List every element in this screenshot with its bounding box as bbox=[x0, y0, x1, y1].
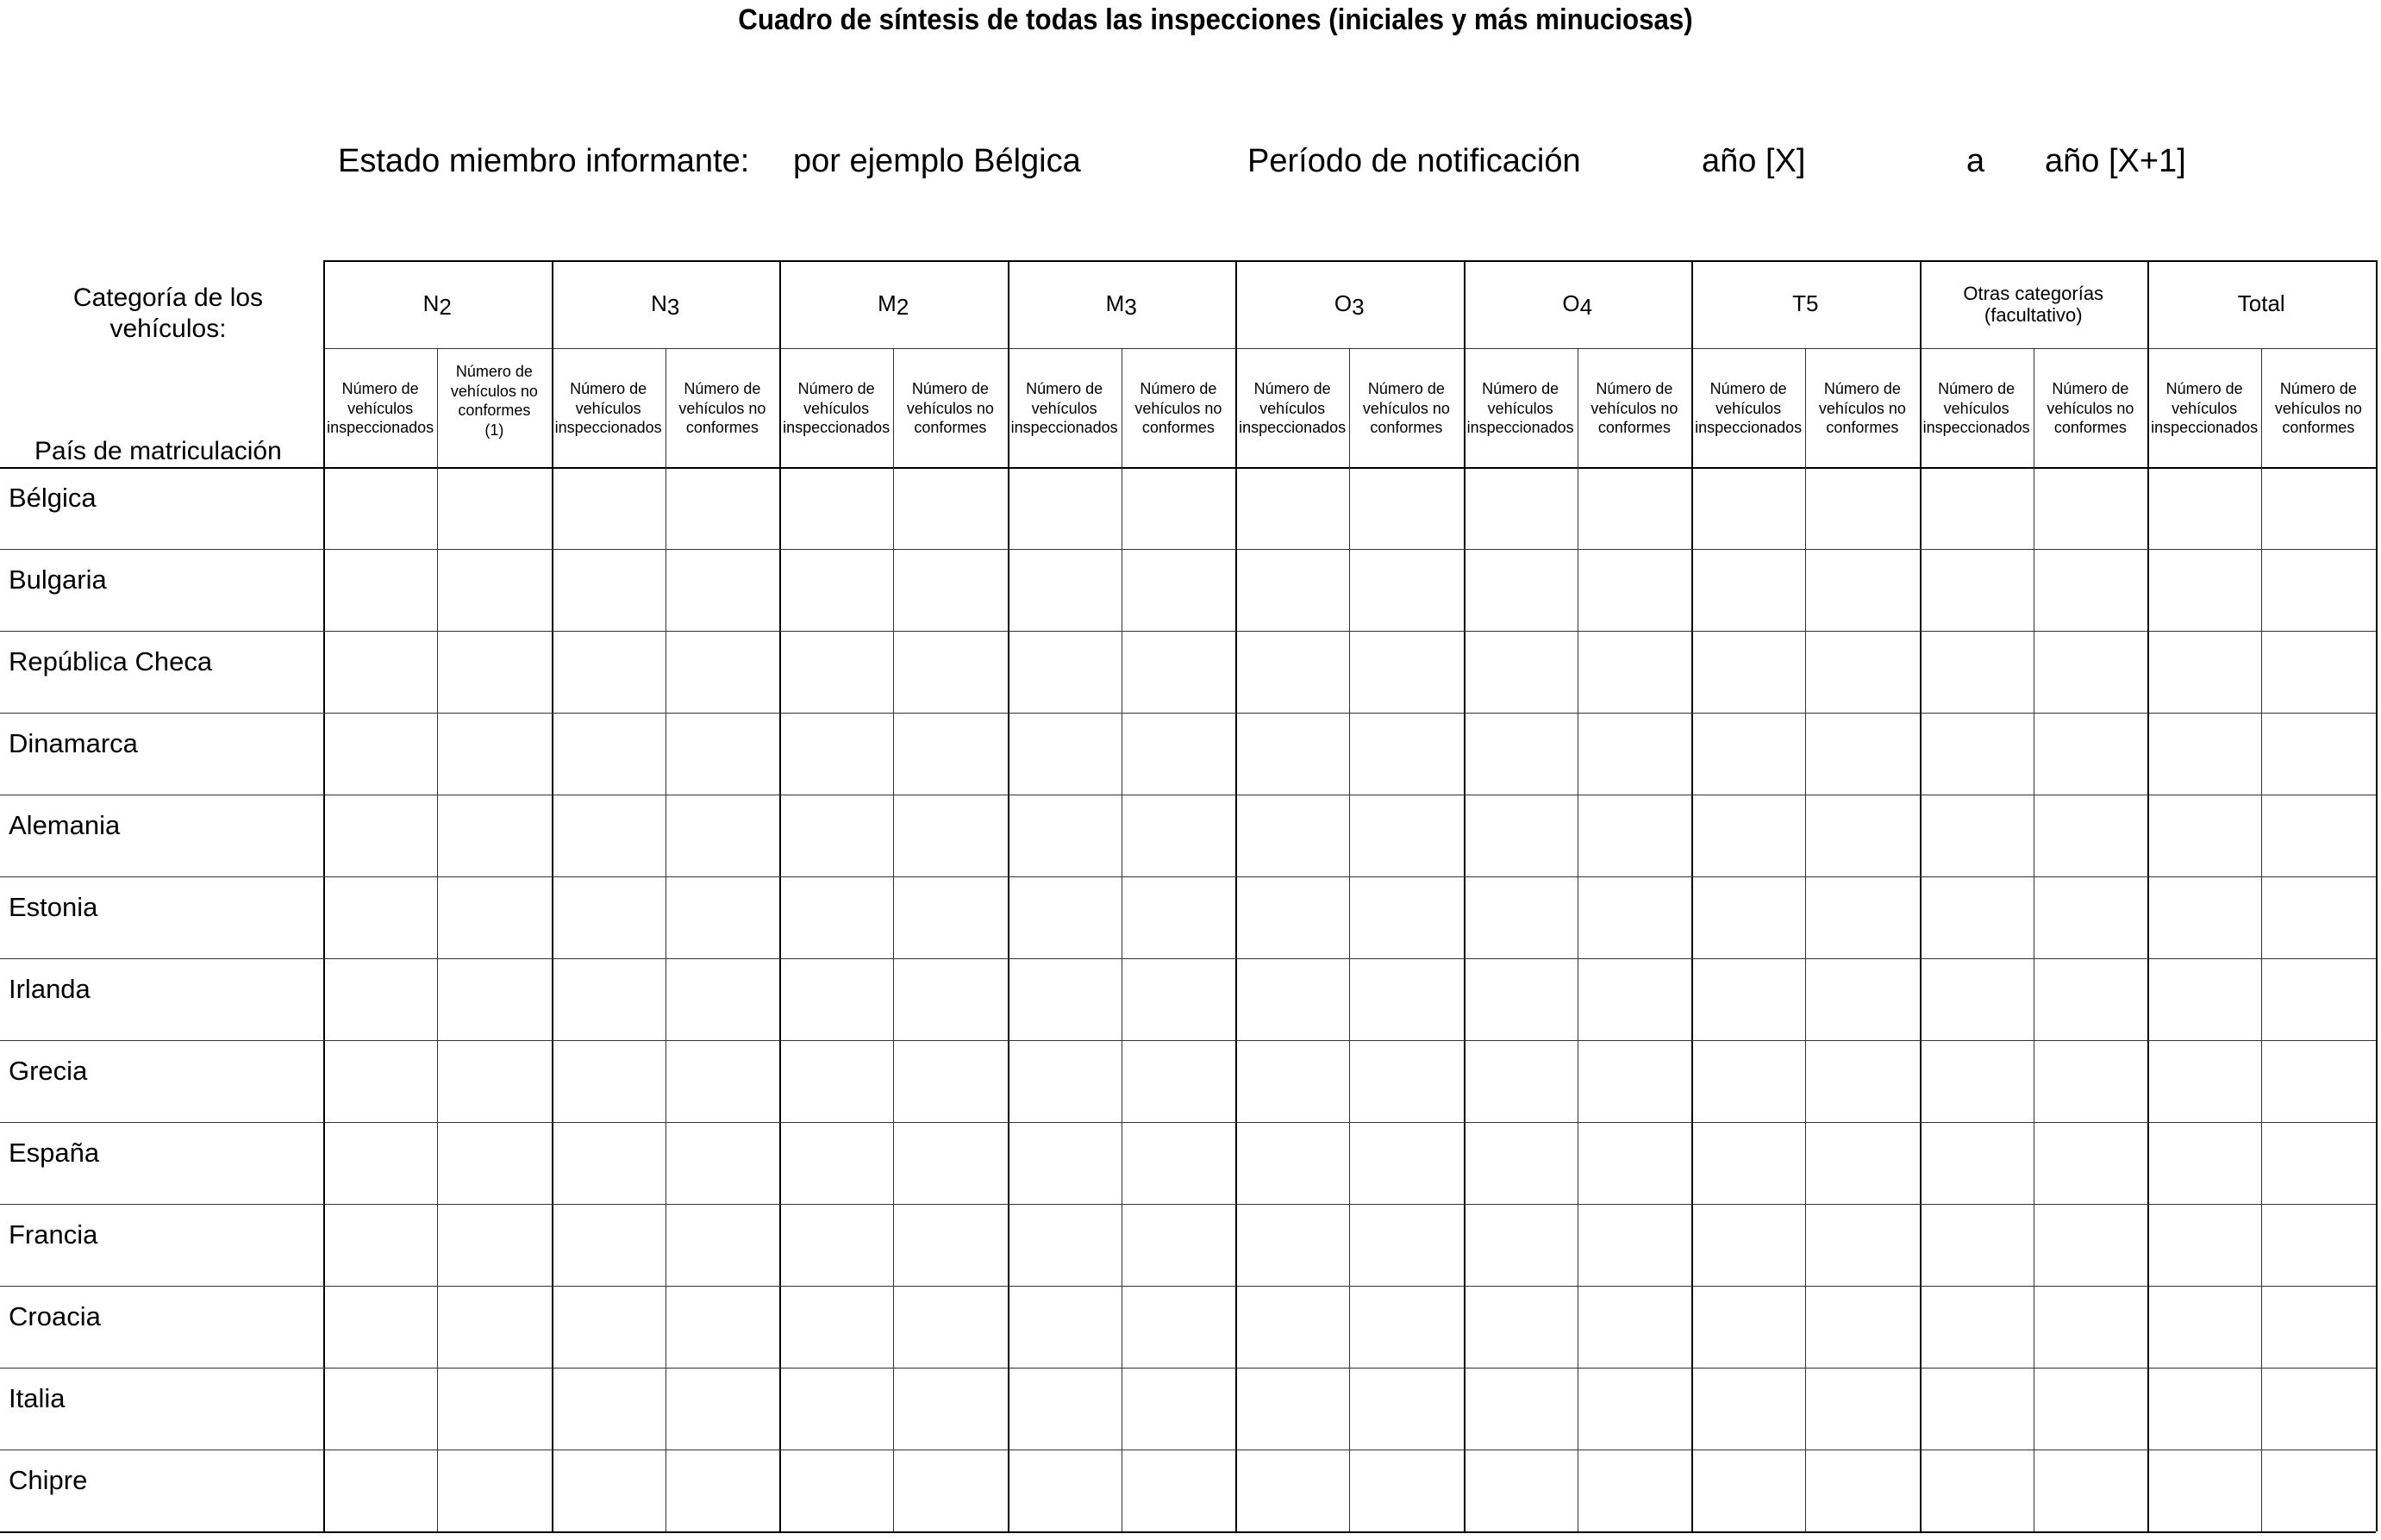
category-name: M bbox=[878, 290, 897, 317]
sub-column-border bbox=[1805, 348, 1806, 1531]
inspected-count-header: Número de vehículos inspeccionados bbox=[1922, 380, 2030, 436]
row-border bbox=[0, 549, 2376, 550]
category-column-border bbox=[2376, 260, 2378, 1531]
row-border bbox=[0, 1040, 2376, 1041]
sub-column-border bbox=[893, 348, 894, 1531]
category-column-border bbox=[2147, 260, 2149, 1531]
member-state-value: por ejemplo Bélgica bbox=[793, 143, 1081, 179]
inspected-count-header: Número de vehículos inspeccionados bbox=[783, 380, 891, 436]
category-header bbox=[1008, 260, 1236, 348]
category-subscript: 2 bbox=[439, 294, 452, 321]
category-name: N bbox=[651, 290, 667, 317]
period-to: año [X+1] bbox=[2045, 143, 2186, 179]
category-header bbox=[1464, 260, 1692, 348]
sub-column-border bbox=[1349, 348, 1350, 1531]
nonconforming-count-header: Número de vehículos no conformes bbox=[678, 380, 766, 436]
category-subscript: 3 bbox=[1124, 294, 1137, 321]
period-label: Período de notificación bbox=[1247, 143, 1581, 179]
country-label: Alemania bbox=[9, 810, 121, 840]
country-label: Francia bbox=[9, 1219, 98, 1250]
category-name: T5 bbox=[1792, 290, 1819, 317]
inspected-count-header: Número de vehículos inspeccionados bbox=[2151, 380, 2259, 436]
category-column-border bbox=[323, 260, 325, 1531]
country-label: Dinamarca bbox=[9, 728, 138, 758]
inspected-count-header: Número de vehículos inspeccionados bbox=[1695, 380, 1803, 436]
category-name: Total bbox=[2237, 290, 2285, 317]
member-state-label: Estado miembro informante: bbox=[338, 143, 750, 179]
category-header bbox=[1235, 260, 1464, 348]
category-column-border bbox=[1920, 260, 1922, 1531]
registration-country-label: País de matriculación bbox=[34, 437, 282, 465]
country-label: Grecia bbox=[9, 1056, 88, 1086]
inspected-count-header: Número de vehículos inspeccionados bbox=[1466, 380, 1574, 436]
row-border bbox=[0, 1122, 2376, 1123]
row-border bbox=[0, 958, 2376, 959]
category-column-border bbox=[1691, 260, 1693, 1531]
category-header bbox=[1920, 260, 2148, 348]
nonconforming-count-header: Número de vehículos no conformes bbox=[2274, 380, 2362, 436]
inspected-count-header: Número de vehículos inspeccionados bbox=[1239, 380, 1347, 436]
country-label: Irlanda bbox=[9, 974, 91, 1004]
category-column-border bbox=[779, 260, 781, 1531]
category-subscript: 3 bbox=[666, 294, 680, 321]
nonconforming-count-header: Número de vehículos no conformes bbox=[1590, 380, 1678, 436]
country-label: Estonia bbox=[9, 892, 98, 922]
category-header bbox=[552, 260, 780, 348]
page-title: Cuadro de síntesis de todas las inspecciones (iniciales y más minuciosas) bbox=[738, 3, 1693, 36]
nonconforming-count-header: Número de vehículos no conformes bbox=[1362, 380, 1450, 436]
row-border bbox=[0, 713, 2376, 714]
row-border bbox=[0, 1531, 2376, 1533]
country-label: Chipre bbox=[9, 1465, 88, 1495]
inspected-count-header: Número de vehículos inspeccionados bbox=[1010, 380, 1118, 436]
nonconforming-count-header: Número de vehículos no conformes bbox=[2047, 380, 2134, 436]
sub-column-border bbox=[437, 348, 438, 1531]
row-border bbox=[0, 1204, 2376, 1205]
category-subscript: 4 bbox=[1579, 294, 1593, 321]
country-label: Bulgaria bbox=[9, 564, 107, 595]
inspected-count-header: Número de vehículos inspeccionados bbox=[327, 380, 434, 436]
period-from: año [X] bbox=[1702, 143, 1806, 179]
category-name: O bbox=[1334, 290, 1353, 317]
sub-column-border bbox=[2261, 348, 2262, 1531]
vehicle-category-label: Categoría de los vehículos: bbox=[72, 284, 264, 343]
header-bottom-border bbox=[0, 467, 2376, 469]
category-name: Otras categorías (facultativo) bbox=[1963, 282, 2104, 326]
country-label: República Checa bbox=[9, 646, 213, 676]
category-header bbox=[1691, 260, 1920, 348]
row-border bbox=[0, 1286, 2376, 1287]
category-name: O bbox=[1562, 290, 1580, 317]
category-subscript: 3 bbox=[1352, 294, 1365, 321]
category-column-border bbox=[1464, 260, 1465, 1531]
category-column-border bbox=[552, 260, 553, 1531]
row-border bbox=[0, 1368, 2376, 1369]
category-header bbox=[323, 260, 552, 348]
country-label: Italia bbox=[9, 1383, 66, 1413]
nonconforming-count-header: Número de vehículos no conformes bbox=[906, 380, 994, 436]
category-column-border bbox=[1008, 260, 1009, 1531]
category-name: N bbox=[422, 290, 440, 317]
nonconforming-count-header: Número de vehículos no conformes bbox=[1818, 380, 1906, 436]
category-header bbox=[2147, 260, 2376, 348]
category-column-border bbox=[1235, 260, 1237, 1531]
category-header bbox=[779, 260, 1008, 348]
inspected-count-header: Número de vehículos inspeccionados bbox=[554, 380, 662, 436]
country-label: Bélgica bbox=[9, 483, 97, 513]
row-border bbox=[0, 876, 2376, 877]
category-name: M bbox=[1105, 290, 1125, 317]
country-label: España bbox=[9, 1138, 100, 1168]
nonconforming-count-header: Número de vehículos no conformes (1) bbox=[450, 363, 538, 439]
country-label: Croacia bbox=[9, 1301, 101, 1331]
period-separator: a bbox=[1966, 143, 1985, 179]
nonconforming-count-header: Número de vehículos no conformes bbox=[1134, 380, 1222, 436]
row-border bbox=[0, 631, 2376, 632]
category-subscript: 2 bbox=[896, 294, 909, 321]
